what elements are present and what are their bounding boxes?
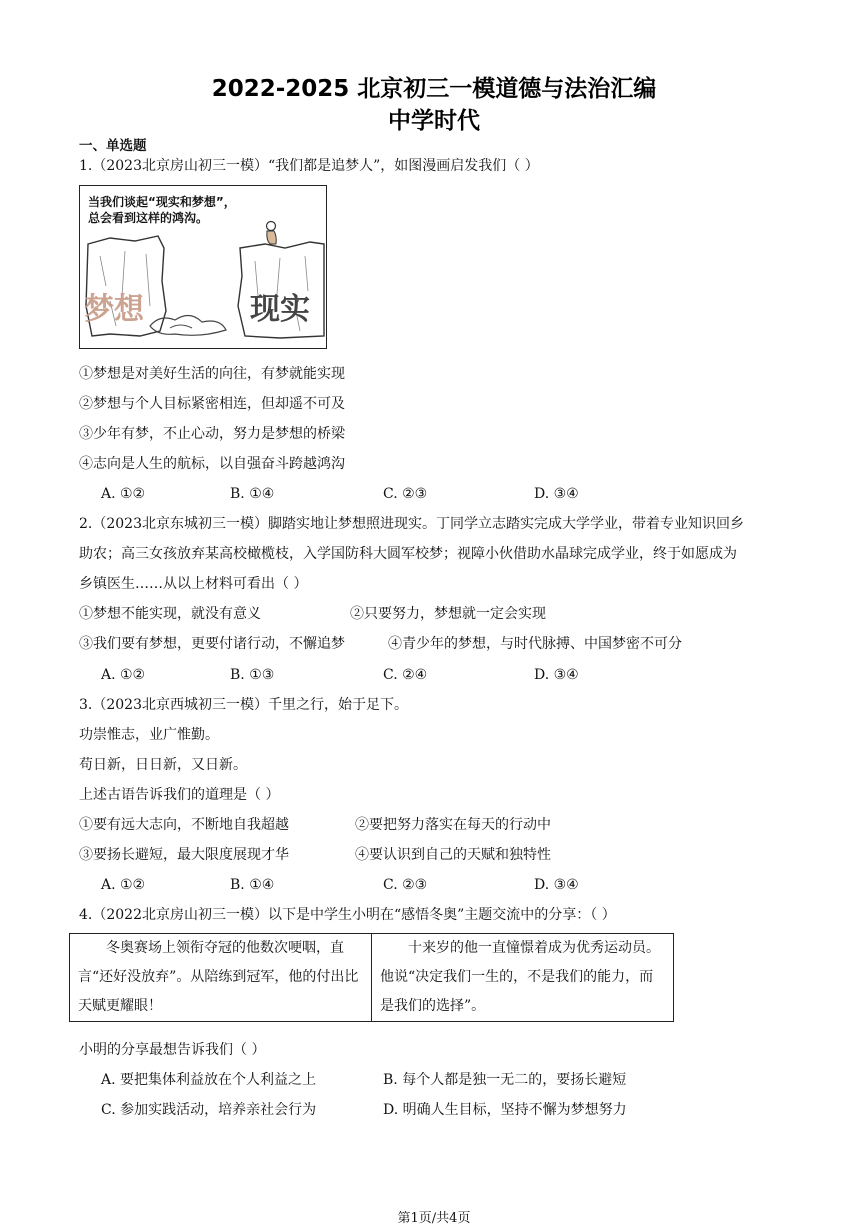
q1-option-d[interactable]: D. ③④ — [534, 486, 579, 502]
q3-option-b[interactable]: B. ①④ — [230, 877, 275, 893]
q2-statement-4: ④青少年的梦想，与时代脉搏、中国梦密不可分 — [388, 636, 682, 652]
comic-label-dream: 梦想 — [84, 292, 144, 327]
q2-stem-line-1: 2.（2023北京东城初三一模）脚踏实地让梦想照进现实。丁同学立志踏实完成大学学业，带着专业知识回乡 — [79, 516, 744, 532]
q3-option-c[interactable]: C. ②③ — [383, 877, 428, 893]
page-number: 第1页/共4页 — [397, 1211, 471, 1226]
q2-option-c[interactable]: C. ②④ — [383, 667, 428, 683]
q2-stem-line-2: 助农；高三女孩放弃某高校橄榄枝，入学国防科大圆军校梦；视障小伙借助水晶球完成学业，终于如愿成为 — [79, 546, 737, 562]
q3-statement-4: ④要认识到自己的天赋和独特性 — [355, 847, 551, 863]
q3-statement-1: ①要有远大志向，不断地自我超越 — [79, 817, 289, 833]
q1-statement-1: ①梦想是对美好生活的向往，有梦就能实现 — [79, 366, 345, 382]
q2-option-b[interactable]: B. ①③ — [230, 667, 275, 683]
q3-stem-line-2: 功崇惟志，业广惟勤。 — [79, 727, 219, 743]
q4-material-left: 冬奥赛场上领衔夺冠的他数次哽咽，直言“还好没放弃”。从陪练到冠军，他的付出比天赋更耀眼！ — [70, 934, 372, 1022]
section-heading: 一、单选题 — [79, 138, 147, 154]
q1-stem: 1.（2023北京房山初三一模）“我们都是追梦人”，如图漫画启发我们（ ） — [79, 158, 539, 174]
q1-comic — [79, 185, 327, 349]
q2-statement-3: ③我们要有梦想，更要付诸行动，不懈追梦 — [79, 636, 345, 652]
q4-follow-question: 小明的分享最想告诉我们（ ） — [79, 1042, 266, 1058]
q3-statement-2: ②要把努力落实在每天的行动中 — [355, 817, 551, 833]
q1-statement-2: ②梦想与个人目标紧密相连，但却遥不可及 — [79, 396, 345, 412]
q1-statement-3: ③少年有梦，不止心动，努力是梦想的桥梁 — [79, 426, 345, 442]
document-title: 2022-2025 北京初三一模道德与法治汇编 — [211, 76, 657, 102]
q4-material-table — [69, 933, 674, 1022]
q3-stem-line-1: 3.（2023北京西城初三一模）千里之行，始于足下。 — [79, 697, 408, 713]
q1-statement-4: ④志向是人生的航标，以自强奋斗跨越鸿沟 — [79, 456, 345, 472]
q3-option-d[interactable]: D. ③④ — [534, 877, 579, 893]
q3-statement-3: ③要扬长避短，最大限度展现才华 — [79, 847, 289, 863]
q3-stem-line-3: 苟日新，日日新，又日新。 — [79, 757, 247, 773]
q2-statement-1: ①梦想不能实现，就没有意义 — [79, 606, 261, 622]
q3-option-a[interactable]: A. ①② — [101, 877, 146, 893]
q4-stem: 4.（2022北京房山初三一模）以下是中学生小明在“感悟冬奥”主题交流中的分享：（ ） — [79, 907, 616, 923]
document-subtitle: 中学时代 — [388, 108, 480, 134]
q2-stem-line-3: 乡镇医生……从以上材料可看出（ ） — [79, 576, 308, 592]
comic-label-reality: 现实 — [250, 292, 310, 327]
q4-material-right: 十来岁的他一直憧憬着成为优秀运动员。他说“决定我们一生的，不是我们的能力，而是我们的选择”。 — [372, 934, 674, 1022]
q3-stem-line-4: 上述古语告诉我们的道理是（ ） — [79, 787, 280, 803]
q1-option-c[interactable]: C. ②③ — [383, 486, 428, 502]
q2-statement-2: ②只要努力，梦想就一定会实现 — [350, 606, 546, 622]
q4-option-a[interactable]: A. 要把集体利益放在个人利益之上 — [101, 1072, 317, 1088]
comic-caption: 当我们谈起“现实和梦想”， 总会看到这样的鸿沟。 — [88, 195, 236, 225]
q4-option-b[interactable]: B. 每个人都是独一无二的，要扬长避短 — [383, 1072, 627, 1088]
q4-option-d[interactable]: D. 明确人生目标，坚持不懈为梦想努力 — [383, 1102, 627, 1118]
q1-option-a[interactable]: A. ①② — [101, 486, 146, 502]
q4-option-c[interactable]: C. 参加实践活动，培养亲社会行为 — [101, 1102, 317, 1118]
q2-option-a[interactable]: A. ①② — [101, 667, 146, 683]
q2-option-d[interactable]: D. ③④ — [534, 667, 579, 683]
q1-option-b[interactable]: B. ①④ — [230, 486, 275, 502]
